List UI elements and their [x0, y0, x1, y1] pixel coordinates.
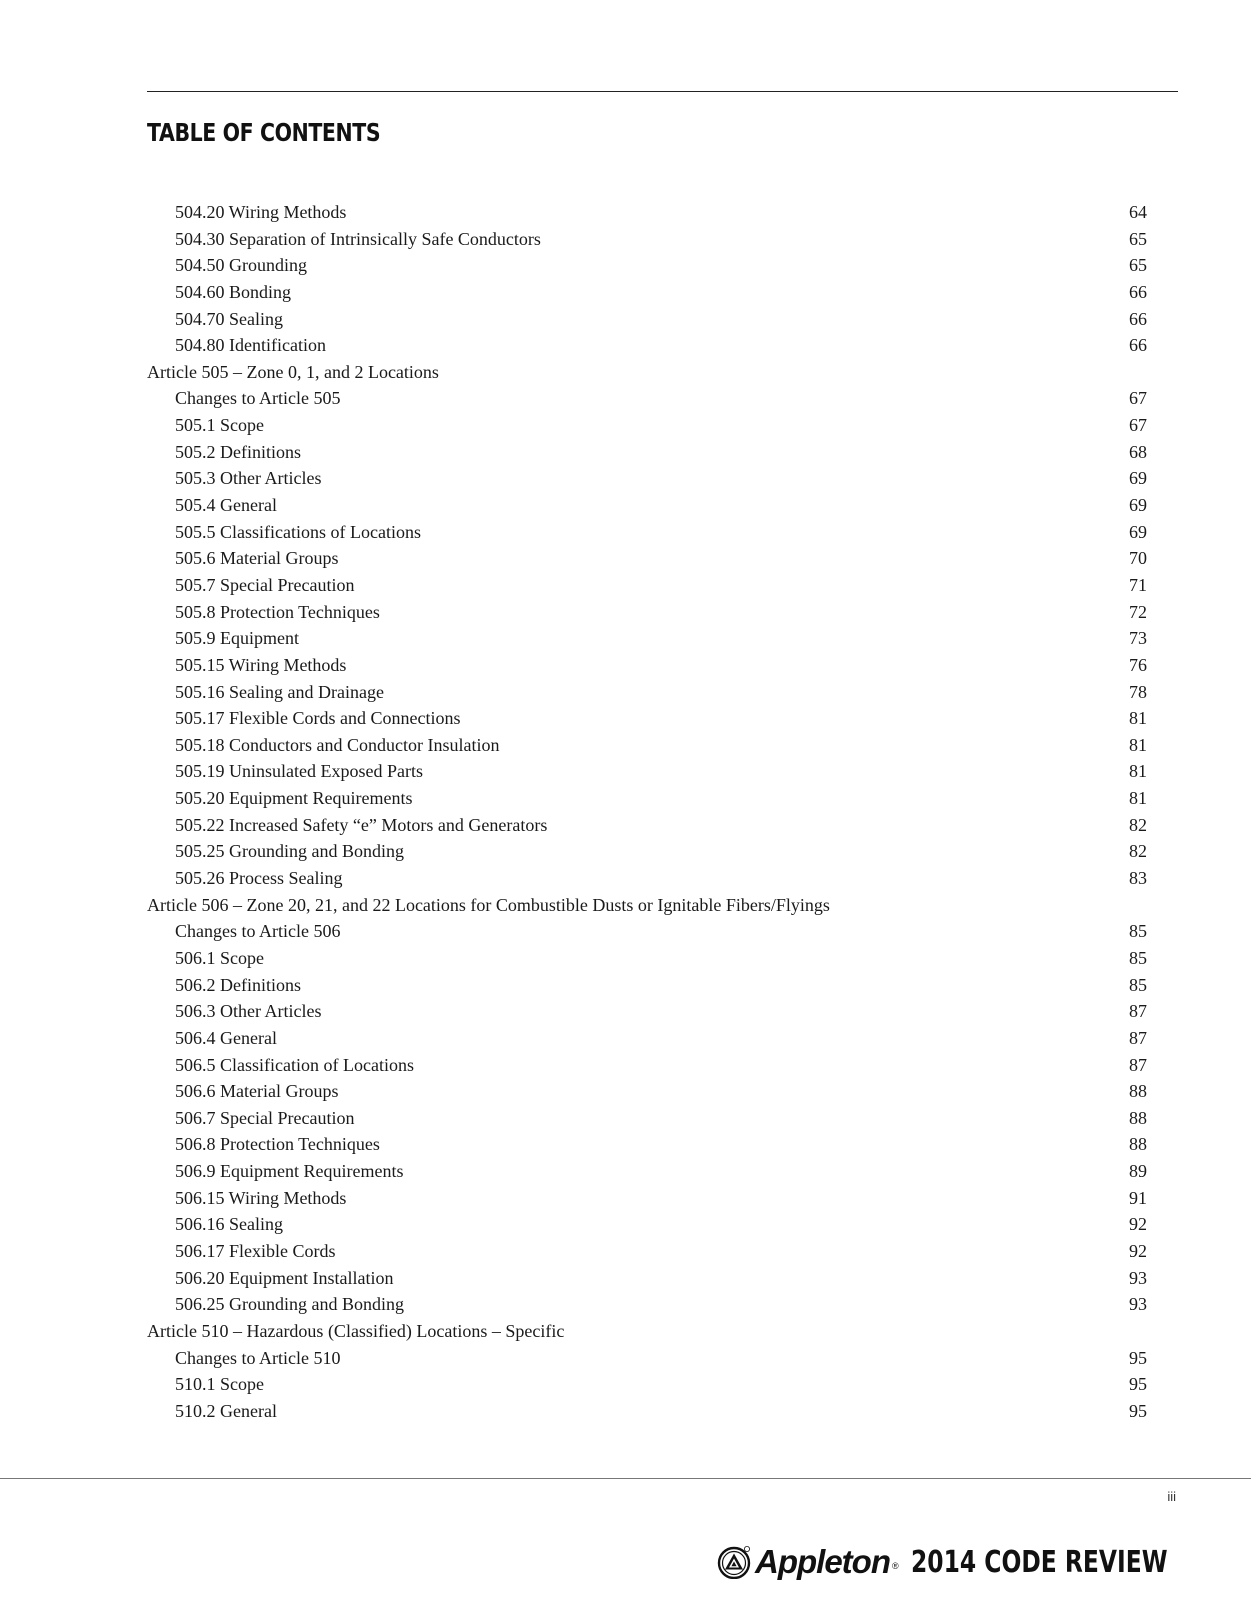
toc-entry-label: 505.18 Conductors and Conductor Insulation — [175, 734, 500, 755]
toc-entry-label: 504.20 Wiring Methods — [175, 202, 347, 222]
toc-entry — [147, 1131, 1147, 1158]
toc-entry — [147, 226, 1147, 253]
toc-entry — [147, 1158, 1147, 1185]
toc-entry-label: 505.17 Flexible Cords and Connections — [175, 708, 461, 729]
toc-entry-label: Article 510 – Hazardous (Classified) Locations – Specific — [147, 1320, 565, 1341]
toc-entry-label: Changes to Article 505 — [175, 388, 341, 409]
toc-entry-page: 88 — [1129, 1081, 1147, 1102]
toc-entry — [147, 758, 1147, 785]
toc-entry — [147, 332, 1147, 359]
toc-entry — [147, 545, 1147, 572]
toc-entry-label: 505.16 Sealing and Drainage — [175, 681, 384, 702]
toc-entry — [147, 998, 1147, 1025]
toc-entry-page: 69 — [1129, 468, 1147, 489]
toc-entry — [147, 625, 1147, 652]
toc-entry — [147, 572, 1147, 599]
toc-entry — [147, 199, 1147, 226]
toc-entry-page: 81 — [1129, 734, 1147, 755]
toc-entry — [147, 1052, 1147, 1079]
toc-entry-label: 505.19 Uninsulated Exposed Parts — [175, 761, 423, 782]
toc-entry-page: 92 — [1129, 1240, 1147, 1261]
toc-article-heading — [147, 1318, 1147, 1345]
toc-entry-label: 505.4 General — [175, 495, 277, 516]
toc-entry — [147, 1185, 1147, 1212]
toc-article-heading — [147, 892, 1147, 919]
toc-entry-page: 76 — [1129, 654, 1147, 675]
toc-entry-label: Changes to Article 506 — [175, 921, 341, 942]
toc-entry-label: 506.1 Scope — [175, 947, 264, 968]
toc-entry-label: 506.2 Definitions — [175, 974, 301, 995]
toc-entry-page: 65 — [1129, 228, 1147, 249]
toc-entry-label: 506.16 Sealing — [175, 1214, 283, 1235]
toc-entry-page: 93 — [1129, 1267, 1147, 1288]
toc-entry-label: 504.60 Bonding — [175, 281, 292, 302]
toc-entry-label: 506.17 Flexible Cords — [175, 1240, 336, 1261]
toc-entry-label: 505.9 Equipment — [175, 628, 299, 649]
toc-entry-label: 505.2 Definitions — [175, 441, 301, 462]
toc-entry-page: 66 — [1129, 308, 1147, 329]
toc-entry — [147, 732, 1147, 759]
toc-entry — [147, 599, 1147, 626]
toc-entry-label: 506.4 General — [175, 1027, 277, 1048]
toc-entry — [147, 1398, 1147, 1425]
footer-rule — [0, 1478, 1251, 1479]
page-title: TABLE OF CONTENTS — [147, 118, 381, 147]
toc-entry — [147, 465, 1147, 492]
toc-entry-label: 506.20 Equipment Installation — [175, 1267, 394, 1288]
toc-entry — [147, 412, 1147, 439]
toc-entry-page: 64 — [1129, 202, 1147, 222]
toc-entry-label: 505.3 Other Articles — [175, 468, 322, 489]
toc-entry-page: 78 — [1129, 681, 1147, 702]
toc-entry-label: Changes to Article 510 — [175, 1347, 341, 1368]
toc-entry-label: 505.8 Protection Techniques — [175, 601, 380, 622]
toc-entry-page: 69 — [1129, 521, 1147, 542]
toc-entry — [147, 865, 1147, 892]
appleton-triangle-logo-icon — [717, 1545, 751, 1579]
registered-mark: ® — [891, 1561, 899, 1571]
toc-entry — [147, 838, 1147, 865]
toc-entry — [147, 705, 1147, 732]
toc-entry — [147, 945, 1147, 972]
toc-entry-page: 68 — [1129, 441, 1147, 462]
toc-entry-page: 85 — [1129, 974, 1147, 995]
toc-entry — [147, 1078, 1147, 1105]
toc-entry-label: 506.7 Special Precaution — [175, 1107, 355, 1128]
toc-entry-page: 82 — [1129, 841, 1147, 862]
toc-entry-page: 91 — [1129, 1187, 1147, 1208]
table-of-contents — [147, 199, 1147, 1424]
toc-entry-page: 89 — [1129, 1161, 1147, 1182]
footer-brand — [717, 1540, 1239, 1584]
toc-entry — [147, 812, 1147, 839]
toc-entry-page: 67 — [1129, 415, 1147, 436]
toc-entry-label: 504.30 Separation of Intrinsically Safe Conductors — [175, 228, 541, 249]
toc-entry-page: 70 — [1129, 548, 1147, 569]
toc-entry-label: 506.6 Material Groups — [175, 1081, 339, 1102]
toc-entry-label: 505.6 Material Groups — [175, 548, 339, 569]
toc-entry-page: 95 — [1129, 1400, 1147, 1421]
toc-entry-page: 81 — [1129, 761, 1147, 782]
toc-entry-page: 87 — [1129, 1001, 1147, 1022]
toc-entry — [147, 972, 1147, 999]
toc-entry-page: 88 — [1129, 1107, 1147, 1128]
toc-entry-label: 505.22 Increased Safety “e” Motors and Generators — [175, 814, 548, 835]
toc-entry-page: 85 — [1129, 921, 1147, 942]
toc-entry-label: 504.80 Identification — [175, 335, 326, 356]
toc-entry-label: 506.5 Classification of Locations — [175, 1054, 414, 1075]
toc-entry — [147, 918, 1147, 945]
toc-entry-label: Article 506 – Zone 20, 21, and 22 Locations for Combustible Dusts or Ignitable Fibers/Flyings — [147, 894, 830, 915]
toc-entry-label: 504.50 Grounding — [175, 255, 307, 276]
toc-entry-label: Article 505 – Zone 0, 1, and 2 Locations — [147, 361, 439, 382]
toc-entry — [147, 1345, 1147, 1372]
toc-entry-label: 505.15 Wiring Methods — [175, 654, 347, 675]
toc-entry-label: 506.25 Grounding and Bonding — [175, 1294, 404, 1315]
toc-entry-label: 505.5 Classifications of Locations — [175, 521, 421, 542]
toc-entry-label: 506.9 Equipment Requirements — [175, 1161, 404, 1182]
toc-entry-page: 69 — [1129, 495, 1147, 516]
toc-entry — [147, 306, 1147, 333]
page-number: iii — [1167, 1489, 1176, 1504]
toc-article-heading — [147, 359, 1147, 386]
toc-entry — [147, 385, 1147, 412]
toc-entry-page: 85 — [1129, 947, 1147, 968]
toc-entry — [147, 1238, 1147, 1265]
toc-entry-label: 506.15 Wiring Methods — [175, 1187, 347, 1208]
toc-entry-label: 510.1 Scope — [175, 1374, 264, 1395]
toc-entry — [147, 1291, 1147, 1318]
toc-entry — [147, 1211, 1147, 1238]
toc-entry-page: 65 — [1129, 255, 1147, 276]
brand-name: Appleton — [755, 1543, 890, 1580]
toc-entry-page: 88 — [1129, 1134, 1147, 1155]
toc-entry-label: 506.3 Other Articles — [175, 1001, 322, 1022]
toc-entry — [147, 1371, 1147, 1398]
toc-entry-label: 505.7 Special Precaution — [175, 574, 355, 595]
toc-entry-page: 66 — [1129, 335, 1147, 356]
toc-entry — [147, 785, 1147, 812]
toc-entry-label: 505.25 Grounding and Bonding — [175, 841, 404, 862]
toc-entry — [147, 652, 1147, 679]
toc-entry-label: 504.70 Sealing — [175, 308, 283, 329]
toc-entry-page: 72 — [1129, 601, 1147, 622]
toc-entry-label: 506.8 Protection Techniques — [175, 1134, 380, 1155]
toc-entry-page: 92 — [1129, 1214, 1147, 1235]
brand-tagline: 2014 CODE REVIEW — [910, 1544, 1168, 1580]
toc-entry-label: 505.1 Scope — [175, 415, 264, 436]
toc-entry — [147, 492, 1147, 519]
toc-entry-page: 81 — [1129, 788, 1147, 809]
toc-entry — [147, 439, 1147, 466]
toc-entry-page: 87 — [1129, 1027, 1147, 1048]
toc-entry-page: 87 — [1129, 1054, 1147, 1075]
toc-entry-page: 83 — [1129, 868, 1147, 889]
toc-entry — [147, 1025, 1147, 1052]
toc-entry — [147, 252, 1147, 279]
toc-entry-label: 510.2 General — [175, 1400, 277, 1421]
toc-entry — [147, 1265, 1147, 1292]
toc-entry-page: 93 — [1129, 1294, 1147, 1315]
toc-entry-page: 95 — [1129, 1374, 1147, 1395]
toc-entry-page: 81 — [1129, 708, 1147, 729]
toc-entry-label: 505.26 Process Sealing — [175, 868, 343, 889]
toc-entry-label: 505.20 Equipment Requirements — [175, 788, 413, 809]
toc-entry-page: 66 — [1129, 281, 1147, 302]
toc-entry — [147, 279, 1147, 306]
toc-entry-page: 67 — [1129, 388, 1147, 409]
toc-entry-page: 71 — [1129, 574, 1147, 595]
toc-entry-page: 82 — [1129, 814, 1147, 835]
toc-entry — [147, 679, 1147, 706]
header-rule — [147, 91, 1178, 92]
toc-entry-page: 73 — [1129, 628, 1147, 649]
toc-entry-page: 95 — [1129, 1347, 1147, 1368]
toc-entry — [147, 1105, 1147, 1132]
toc-entry — [147, 519, 1147, 546]
